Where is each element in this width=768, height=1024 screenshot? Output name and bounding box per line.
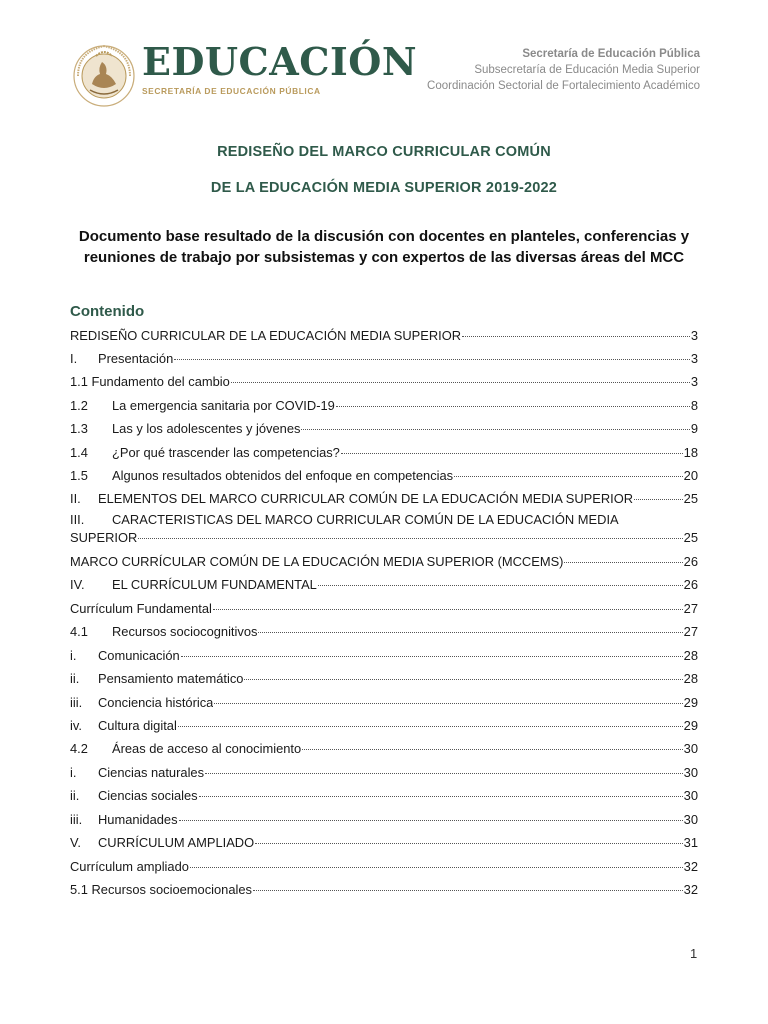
toc-entry-number: iv. [70, 718, 82, 733]
toc-entry[interactable] [70, 740, 698, 758]
toc-entry[interactable] [70, 467, 698, 485]
toc-entry-page: 20 [683, 468, 698, 483]
toc-entry-number: 4.2 [70, 741, 88, 756]
toc-entry-title: Ciencias naturales [98, 765, 205, 780]
toc-entry-title: Humanidades [98, 812, 178, 827]
toc-entry[interactable] [70, 350, 698, 368]
toc-dot-leader [564, 562, 682, 563]
dependency-line: Secretaría de Educación Pública [522, 48, 700, 60]
toc-entry-page: 28 [683, 648, 698, 663]
toc-entry[interactable] [70, 717, 698, 735]
toc-entry-number: IV. [70, 577, 85, 592]
toc-entry[interactable] [70, 373, 698, 391]
toc-entry-number: 1.3 [70, 421, 88, 436]
toc-entry[interactable] [70, 511, 698, 547]
toc-entry-number: III. [70, 512, 85, 527]
page-number: 1 [690, 946, 698, 961]
toc-entry-title-continued: SUPERIOR [70, 530, 138, 545]
toc-entry-title: Pensamiento matemático [98, 671, 244, 686]
toc-entry-page: 29 [683, 718, 698, 733]
toc-entry-title: ¿Por qué trascender las competencias? [112, 445, 340, 460]
toc-dot-leader [190, 867, 683, 868]
toc-entry-number: 4.1 [70, 624, 88, 639]
toc-entry-title: La emergencia sanitaria por COVID-19 [112, 398, 335, 413]
toc-entry[interactable] [70, 420, 698, 438]
toc-entry[interactable] [70, 600, 698, 618]
toc-entry-page: 27 [683, 601, 698, 616]
toc-dot-leader [213, 609, 683, 610]
toc-dot-leader [174, 359, 690, 360]
toc-dot-leader [336, 406, 690, 407]
contents-heading: Contenido [70, 303, 145, 320]
toc-entry-page: 8 [690, 398, 698, 413]
toc-entry[interactable] [70, 444, 698, 462]
toc-entry[interactable] [70, 881, 698, 899]
toc-entry-title: Conciencia histórica [98, 695, 214, 710]
toc-entry[interactable] [70, 553, 698, 571]
toc-dot-leader [255, 843, 683, 844]
toc-entry-title: CARACTERISTICAS DEL MARCO CURRICULAR COMÚN DE LA EDUCACIÓN MEDIA [112, 512, 619, 527]
toc-dot-leader [214, 703, 682, 704]
toc-entry-number: i. [70, 648, 77, 663]
toc-entry[interactable] [70, 397, 698, 415]
toc-entry-title: ELEMENTOS DEL MARCO CURRICULAR COMÚN DE LA EDUCACIÓN MEDIA SUPERIOR [98, 491, 634, 506]
toc-entry-title: Ciencias sociales [98, 788, 198, 803]
toc-entry-title: MARCO CURRÍCULAR COMÚN DE LA EDUCACIÓN MEDIA SUPERIOR (MCCEMS) [70, 554, 564, 569]
page-header [70, 38, 700, 113]
document-title-line-2: DE LA EDUCACIÓN MEDIA SUPERIOR 2019-2022 [210, 180, 558, 196]
toc-dot-leader [301, 429, 689, 430]
toc-entry[interactable] [70, 834, 698, 852]
toc-dot-leader [138, 538, 682, 539]
toc-entry-page: 32 [683, 882, 698, 897]
toc-entry-title: CURRÍCULUM AMPLIADO [98, 835, 255, 850]
toc-entry[interactable] [70, 694, 698, 712]
toc-entry-page: 25 [683, 491, 698, 506]
toc-entry-title: 1.1 Fundamento del cambio [70, 374, 230, 389]
toc-dot-leader [253, 890, 683, 891]
toc-entry-page: 30 [683, 788, 698, 803]
toc-entry-page: 29 [683, 695, 698, 710]
toc-dot-leader [318, 585, 683, 586]
toc-entry-number: 1.5 [70, 468, 88, 483]
dependencies-block [427, 46, 700, 94]
toc-entry-number: V. [70, 835, 81, 850]
toc-entry-page: 3 [690, 374, 698, 389]
toc-dot-leader [454, 476, 683, 477]
toc-entry[interactable] [70, 670, 698, 688]
toc-entry-page: 25 [683, 530, 698, 545]
toc-dot-leader [341, 453, 683, 454]
toc-entry-title: Cultura digital [98, 718, 177, 733]
toc-entry-page: 26 [683, 554, 698, 569]
toc-entry-number: I. [70, 351, 78, 366]
document-subtitle: Documento base resultado de la discusión con docentes en planteles, conferencias y reuniones de trabajo por subsistemas y con expertos de las diversas áreas del MCC [78, 228, 690, 266]
toc-entry[interactable] [70, 811, 698, 829]
brand-block [142, 40, 417, 96]
toc-entry-number: 1.2 [70, 398, 88, 413]
toc-entry-number: 1.4 [70, 445, 88, 460]
toc-entry[interactable] [70, 623, 698, 641]
toc-entry[interactable] [70, 490, 698, 508]
toc-entry-title: Currículum ampliado [70, 859, 189, 874]
toc-entry[interactable] [70, 787, 698, 805]
toc-entry-page: 30 [683, 812, 698, 827]
toc-entry-title: Las y los adolescentes y jóvenes [112, 421, 301, 436]
toc-entry[interactable] [70, 576, 698, 594]
toc-dot-leader [462, 336, 690, 337]
toc-entry-page: 26 [683, 577, 698, 592]
toc-entry-page: 27 [683, 624, 698, 639]
toc-entry-title: Recursos sociocognitivos [112, 624, 258, 639]
toc-dot-leader [634, 499, 683, 500]
mexico-seal-logo [72, 40, 136, 110]
toc-dot-leader [181, 656, 683, 657]
toc-entry-title: Áreas de acceso al conocimiento [112, 741, 302, 756]
toc-dot-leader [179, 820, 683, 821]
toc-dot-leader [302, 749, 682, 750]
toc-entry-title: Algunos resultados obtenidos del enfoque en competencias [112, 468, 454, 483]
toc-entry-page: 31 [683, 835, 698, 850]
toc-entry-title: 5.1 Recursos socioemocionales [70, 882, 252, 897]
toc-entry[interactable] [70, 764, 698, 782]
toc-entry-title: Comunicación [98, 648, 180, 663]
dependency-line: Coordinación Sectorial de Fortalecimiento Académico [427, 80, 700, 92]
toc-entry-page: 3 [690, 328, 698, 343]
brand-subtitle: SECRETARÍA DE EDUCACIÓN PÚBLICA [142, 86, 321, 96]
toc-entry-page: 3 [690, 351, 698, 366]
document-title-line-1: REDISEÑO DEL MARCO CURRICULAR COMÚN [217, 144, 551, 160]
toc-entry-page: 9 [690, 421, 698, 436]
toc-entry-number: i. [70, 765, 77, 780]
toc-dot-leader [258, 632, 682, 633]
toc-entry[interactable] [70, 647, 698, 665]
brand-title: EDUCACIÓN [142, 39, 418, 84]
toc-entry-page: 30 [683, 741, 698, 756]
toc-dot-leader [244, 679, 682, 680]
toc-entry-title: Presentación [98, 351, 174, 366]
toc-dot-leader [205, 773, 683, 774]
dependency-line: Subsecretaría de Educación Media Superior [474, 64, 700, 76]
toc-entry-page: 30 [683, 765, 698, 780]
toc-entry-title: REDISEÑO CURRICULAR DE LA EDUCACIÓN MEDIA SUPERIOR [70, 328, 462, 343]
toc-entry-number: ii. [70, 671, 80, 686]
toc-entry-title: Currículum Fundamental [70, 601, 212, 616]
toc-dot-leader [178, 726, 683, 727]
toc-entry-page: 28 [683, 671, 698, 686]
toc-entry-number: iii. [70, 695, 83, 710]
toc-dot-leader [199, 796, 683, 797]
toc-entry-page: 18 [683, 445, 698, 460]
toc-entry-page: 32 [683, 859, 698, 874]
toc-entry[interactable] [70, 327, 698, 345]
toc-entry-title: EL CURRÍCULUM FUNDAMENTAL [112, 577, 317, 592]
toc-entry-number: iii. [70, 812, 83, 827]
toc-dot-leader [231, 382, 690, 383]
toc-entry-number: II. [70, 491, 81, 506]
toc-entry[interactable] [70, 858, 698, 876]
toc-entry-number: ii. [70, 788, 80, 803]
